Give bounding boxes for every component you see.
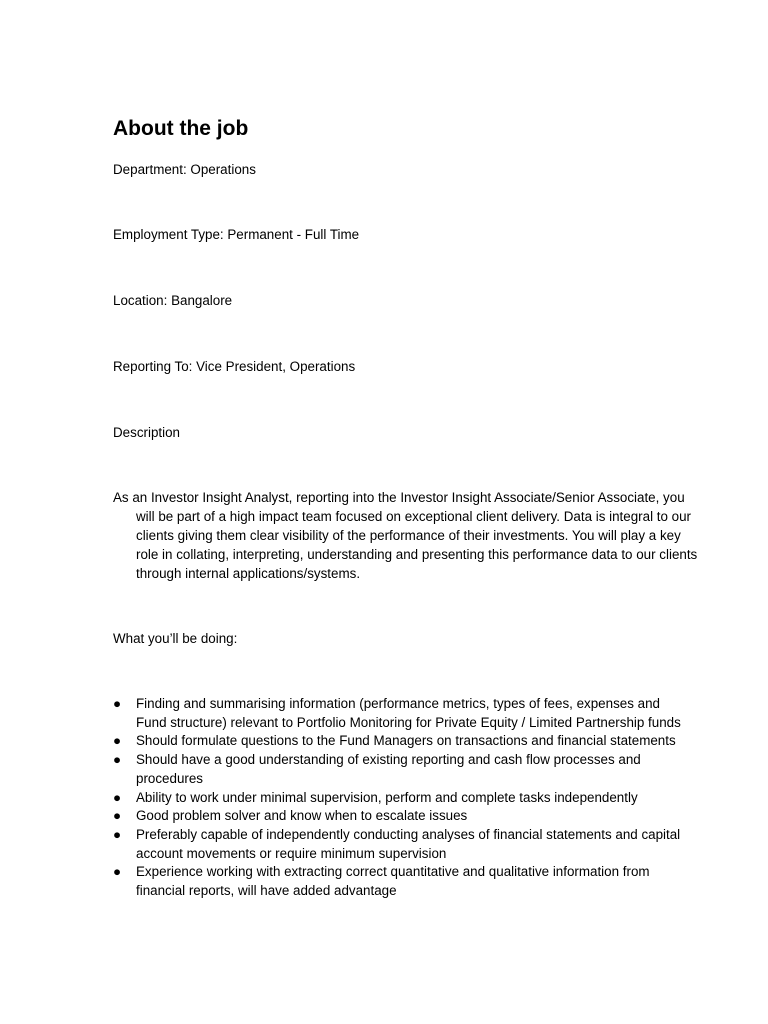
list-item-text: Should have a good understanding of existing reporting and cash flow processes and procedures — [136, 752, 641, 786]
bullet-icon: ● — [113, 808, 122, 824]
list-item-text: Finding and summarising information (performance metrics, types of fees, expenses and Fund structure) relevant to Portfolio Monitoring for Private Equity / Limited Partnership funds — [136, 696, 681, 730]
bullet-icon: ● — [113, 864, 122, 880]
list-item — [113, 863, 683, 900]
reporting-to-line: Reporting To: Vice President, Operations — [113, 359, 356, 374]
list-item — [113, 751, 683, 788]
list-item — [113, 732, 683, 751]
bullet-icon: ● — [113, 752, 122, 768]
bullet-icon: ● — [113, 826, 122, 842]
employment-type-line: Employment Type: Permanent - Full Time — [113, 227, 360, 242]
list-item — [113, 826, 683, 863]
location-line: Location: Bangalore — [113, 293, 233, 308]
bullet-icon: ● — [113, 733, 122, 749]
responsibilities-list — [113, 695, 683, 901]
description-heading: Description — [113, 425, 180, 440]
description-paragraph: As an Investor Insight Analyst, reporting into the Investor Insight Associate/Senior Associate, you will be part of a high impact team focused on exceptional client delivery. Data is integral to our clients giving them clear visibility of the performance of their investments. You will play a key role in collating, interpreting, understanding and presenting this performance data to our clients through internal applications/systems. — [113, 490, 698, 581]
list-item-text: Experience working with extracting correct quantitative and qualitative information from financial reports, will have added advantage — [136, 864, 650, 899]
doing-heading: What you’ll be doing: — [113, 631, 238, 646]
list-item — [113, 807, 683, 826]
list-item — [113, 789, 683, 808]
list-item-text: Preferably capable of independently conducting analyses of financial statements and capital account movements or require minimum supervision — [136, 826, 681, 861]
list-item — [113, 695, 683, 732]
bullet-icon: ● — [113, 696, 122, 711]
list-item-text: Ability to work under minimal supervision, perform and complete tasks independently — [136, 789, 638, 805]
list-item-text: Good problem solver and know when to escalate issues — [136, 808, 468, 824]
page-title: About the job — [113, 117, 249, 140]
list-item-text: Should formulate questions to the Fund Managers on transactions and financial statements — [136, 733, 676, 749]
bullet-icon: ● — [113, 789, 122, 805]
department-line: Department: Operations — [113, 162, 256, 177]
